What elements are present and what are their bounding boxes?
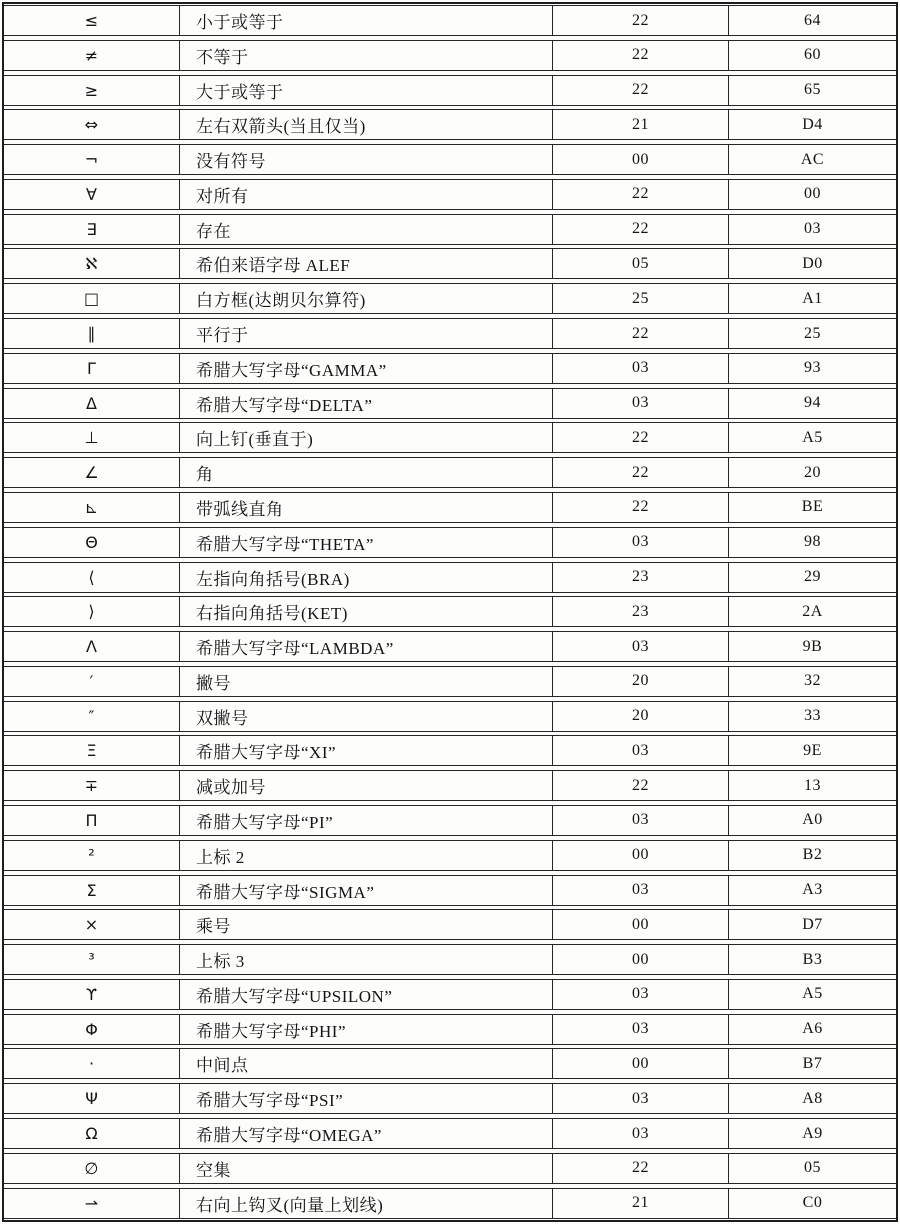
table-row [4, 631, 896, 662]
symbol-cell: Ω [4, 1119, 180, 1148]
symbol-cell: ℵ [4, 249, 180, 278]
description-cell: 对所有 [180, 180, 553, 209]
symbol-cell: Λ [4, 632, 180, 661]
high-byte-cell: 22 [553, 458, 729, 487]
description-cell: 希腊大写字母“UPSILON” [180, 980, 553, 1009]
description-cell: 右向上钩叉(向量上划线) [180, 1189, 553, 1218]
description-cell: 上标 2 [180, 841, 553, 870]
description-cell: 白方框(达朗贝尔算符) [180, 284, 553, 313]
description-cell: 没有符号 [180, 145, 553, 174]
low-byte-cell: A8 [802, 1089, 823, 1107]
description-cell: 向上钉(垂直于) [180, 423, 553, 452]
high-byte-cell: 20 [553, 667, 729, 696]
description-cell: 希腊大写字母“OMEGA” [180, 1119, 553, 1148]
low-byte-cell: 29 [804, 568, 821, 585]
low-byte-cell: 33 [804, 707, 821, 725]
low-byte-cell: A3 [802, 881, 823, 899]
low-byte-cell: 32 [804, 672, 821, 690]
low-byte-cell: 94 [804, 394, 821, 412]
high-byte-cell: 03 [553, 528, 729, 557]
low-byte-cell: AC [800, 150, 825, 168]
high-byte-cell: 21 [553, 110, 729, 139]
high-byte-cell: 03 [553, 354, 729, 383]
description-cell: 大于或等于 [180, 76, 553, 105]
symbol-cell: Σ [4, 876, 180, 905]
high-byte-cell: 22 [553, 319, 729, 348]
description-cell: 空集 [180, 1154, 553, 1183]
table-row [4, 909, 896, 940]
high-byte-cell: 00 [553, 910, 729, 939]
low-byte-cell: A1 [802, 289, 823, 307]
table-row [4, 388, 896, 419]
description-cell: 希腊大写字母“SIGMA” [180, 876, 553, 905]
symbol-cell: ∅ [4, 1154, 180, 1183]
low-byte-cell: A5 [802, 985, 823, 1003]
high-byte-cell: 22 [553, 180, 729, 209]
symbol-cell: ϒ [4, 980, 180, 1009]
low-byte-cell: 9E [803, 741, 822, 759]
high-byte-cell: 22 [553, 423, 729, 452]
table-row [4, 1188, 896, 1219]
description-cell: 左指向角括号(BRA) [180, 563, 553, 592]
table-row [4, 109, 896, 140]
low-byte-cell: D7 [802, 915, 823, 933]
symbol-cell: Γ [4, 354, 180, 383]
low-byte-cell: 13 [804, 776, 821, 794]
table-row [4, 562, 896, 593]
symbol-cell: ¬ [4, 145, 180, 174]
symbol-cell: ′ [4, 667, 180, 696]
table-row [4, 944, 896, 975]
low-byte-cell: A5 [802, 428, 823, 446]
high-byte-cell: 03 [553, 980, 729, 1009]
low-byte-cell: 25 [804, 324, 821, 342]
table-row [4, 701, 896, 732]
description-cell: 撇号 [180, 667, 553, 696]
symbol-cell: ⟨ [4, 563, 180, 592]
symbol-cell: ∀ [4, 180, 180, 209]
table-row [4, 527, 896, 558]
symbol-cell: ″ [4, 702, 180, 731]
high-byte-cell: 22 [553, 41, 729, 70]
symbol-cell: Ξ [4, 736, 180, 765]
high-byte-cell: 22 [553, 6, 729, 35]
description-cell: 中间点 [180, 1049, 553, 1078]
low-byte-cell: 00 [804, 185, 821, 203]
symbol-cell: ⟩ [4, 597, 180, 626]
high-byte-cell: 03 [553, 389, 729, 418]
high-byte-cell: 20 [553, 702, 729, 731]
symbol-cell: □ [4, 284, 180, 313]
symbol-cell: ∓ [4, 771, 180, 800]
symbol-cell: ∠ [4, 458, 180, 487]
symbol-cell: ⊾ [4, 493, 180, 522]
table-row [4, 492, 896, 523]
description-cell: 希腊大写字母“PSI” [180, 1084, 553, 1113]
high-byte-cell: 22 [553, 76, 729, 105]
low-byte-cell: 98 [804, 533, 821, 551]
high-byte-cell: 00 [553, 945, 729, 974]
table-row [4, 214, 896, 245]
symbol-cell: ∃ [4, 215, 180, 244]
symbol-cell: Ψ [4, 1084, 180, 1113]
low-byte-cell: B7 [802, 1054, 823, 1072]
low-byte-cell: B3 [802, 950, 823, 968]
low-byte-cell: A0 [802, 811, 823, 829]
description-cell: 希伯来语字母 ALEF [180, 249, 553, 278]
description-cell: 带弧线直角 [180, 493, 553, 522]
description-cell: 希腊大写字母“GAMMA” [180, 354, 553, 383]
high-byte-cell: 03 [553, 736, 729, 765]
symbol-code-table [2, 2, 898, 1222]
description-cell: 双撇号 [180, 702, 553, 731]
description-cell: 角 [180, 458, 553, 487]
table-row [4, 422, 896, 453]
symbol-cell: ⇀ [4, 1189, 180, 1218]
high-byte-cell: 03 [553, 876, 729, 905]
description-cell: 小于或等于 [180, 6, 553, 35]
high-byte-cell: 00 [553, 1049, 729, 1078]
high-byte-cell: 22 [553, 493, 729, 522]
symbol-cell: · [4, 1049, 180, 1078]
low-byte-cell: 2A [802, 602, 823, 620]
low-byte-cell: 65 [804, 81, 821, 99]
table-row [4, 457, 896, 488]
high-byte-cell: 03 [553, 1084, 729, 1113]
description-cell: 希腊大写字母“PI” [180, 806, 553, 835]
table-row [4, 666, 896, 697]
low-byte-cell: A9 [802, 1124, 823, 1142]
description-cell: 乘号 [180, 910, 553, 939]
low-byte-cell: 60 [804, 46, 821, 64]
high-byte-cell: 23 [553, 563, 729, 592]
symbol-cell: ≠ [4, 41, 180, 70]
low-byte-cell: 93 [804, 359, 821, 377]
low-byte-cell: 9B [802, 637, 823, 655]
table-row [4, 353, 896, 384]
high-byte-cell: 23 [553, 597, 729, 626]
low-byte-cell: A6 [802, 1020, 823, 1038]
low-byte-cell: D4 [802, 115, 823, 133]
table-row [4, 1014, 896, 1045]
high-byte-cell: 05 [553, 249, 729, 278]
description-cell: 希腊大写字母“DELTA” [180, 389, 553, 418]
high-byte-cell: 00 [553, 841, 729, 870]
description-cell: 上标 3 [180, 945, 553, 974]
table-row [4, 1083, 896, 1114]
description-cell: 希腊大写字母“XI” [180, 736, 553, 765]
low-byte-cell: C0 [802, 1194, 823, 1212]
symbol-cell: ≥ [4, 76, 180, 105]
description-cell: 存在 [180, 215, 553, 244]
table-row [4, 979, 896, 1010]
table-row [4, 805, 896, 836]
table-row [4, 1153, 896, 1184]
table-row [4, 5, 896, 36]
symbol-cell: ∥ [4, 319, 180, 348]
symbol-cell: Θ [4, 528, 180, 557]
high-byte-cell: 03 [553, 632, 729, 661]
high-byte-cell: 03 [553, 806, 729, 835]
table-row [4, 318, 896, 349]
low-byte-cell: 64 [804, 11, 821, 29]
high-byte-cell: 22 [553, 771, 729, 800]
high-byte-cell: 03 [553, 1015, 729, 1044]
high-byte-cell: 22 [553, 1154, 729, 1183]
description-cell: 希腊大写字母“PHI” [180, 1015, 553, 1044]
high-byte-cell: 03 [553, 1119, 729, 1148]
table-row [4, 283, 896, 314]
low-byte-cell: 20 [804, 463, 821, 481]
symbol-cell: ² [4, 841, 180, 870]
table-row [4, 1048, 896, 1079]
low-byte-cell: BE [801, 498, 824, 516]
table-row [4, 144, 896, 175]
low-byte-cell: B2 [802, 846, 823, 864]
table-row [4, 875, 896, 906]
table-row [4, 1118, 896, 1149]
description-cell: 希腊大写字母“LAMBDA” [180, 632, 553, 661]
table-row [4, 40, 896, 71]
symbol-cell: Φ [4, 1015, 180, 1044]
low-byte-cell: 05 [804, 1159, 821, 1177]
table-row [4, 248, 896, 279]
symbol-cell: × [4, 910, 180, 939]
table-row [4, 770, 896, 801]
description-cell: 平行于 [180, 319, 553, 348]
low-byte-cell: D0 [802, 254, 823, 272]
description-cell: 不等于 [180, 41, 553, 70]
symbol-cell: ⊥ [4, 423, 180, 452]
description-cell: 左右双箭头(当且仅当) [180, 110, 553, 139]
high-byte-cell: 22 [553, 215, 729, 244]
symbol-cell: Δ [4, 389, 180, 418]
description-cell: 右指向角括号(KET) [180, 597, 553, 626]
high-byte-cell: 25 [553, 284, 729, 313]
description-cell: 减或加号 [180, 771, 553, 800]
high-byte-cell: 00 [553, 145, 729, 174]
symbol-cell: Π [4, 806, 180, 835]
table-row [4, 840, 896, 871]
symbol-cell: ⇔ [4, 110, 180, 139]
high-byte-cell: 21 [553, 1189, 729, 1218]
table-row [4, 735, 896, 766]
table-row [4, 596, 896, 627]
symbol-cell: ≤ [4, 6, 180, 35]
table-row [4, 75, 896, 106]
low-byte-cell: 03 [804, 220, 821, 238]
description-cell: 希腊大写字母“THETA” [180, 528, 553, 557]
symbol-cell: ³ [4, 945, 180, 974]
table-row [4, 179, 896, 210]
